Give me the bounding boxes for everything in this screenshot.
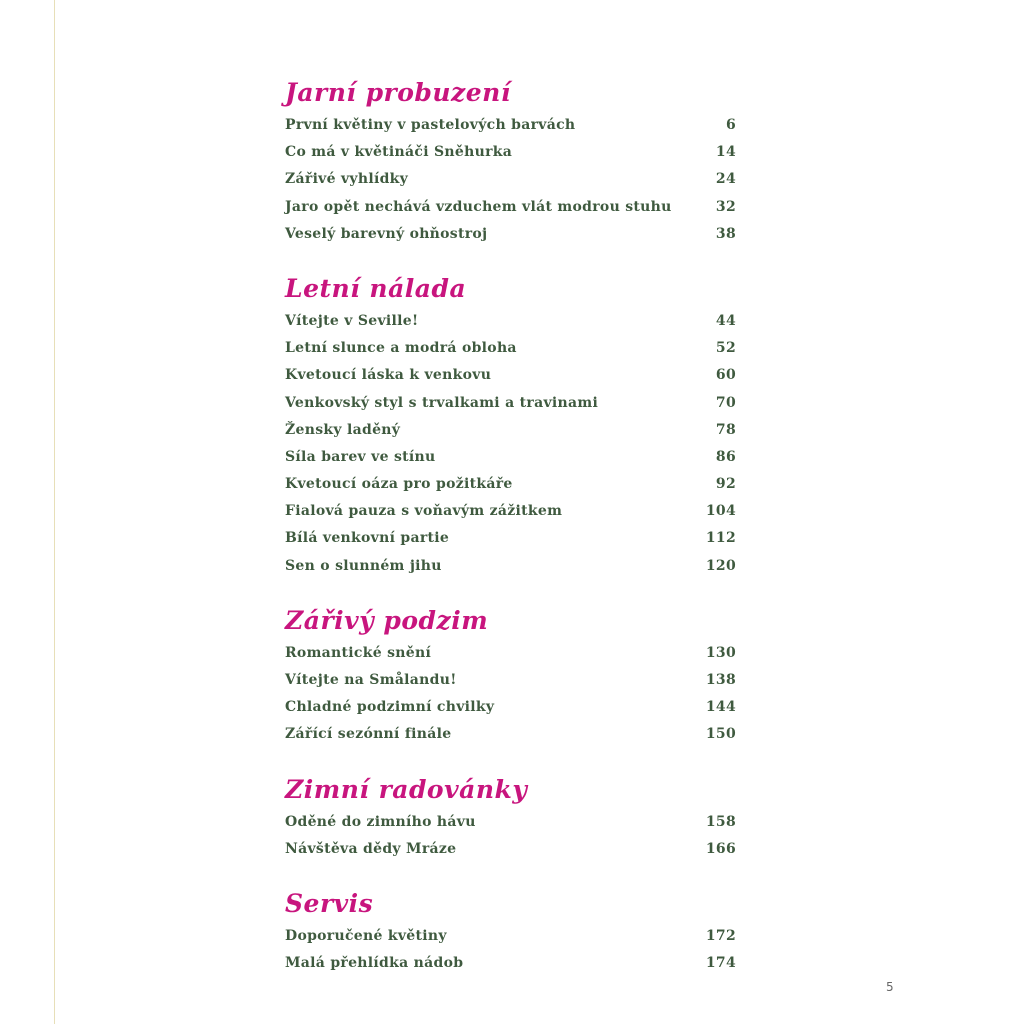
entry-page-number: 60 [715,367,736,384]
entry-title: Zářivé vyhlídky [285,171,409,188]
entry-title: Doporučené květiny [285,927,447,944]
entry-page-number: 78 [715,421,736,438]
toc-entry[interactable] [285,553,736,580]
toc-entry[interactable] [285,923,736,950]
toc-entry[interactable] [285,221,736,248]
entry-title: Romantické snění [285,644,432,661]
section-title: Servis [285,888,374,918]
entry-page-number: 158 [705,813,736,830]
toc-entry[interactable] [285,836,736,863]
toc-entry[interactable] [285,308,736,335]
toc-entry[interactable] [285,362,736,389]
entry-page-number: 120 [705,557,736,574]
entry-title: Venkovský styl s trvalkami a travinami [285,394,599,411]
entry-page-number: 174 [705,955,736,972]
entry-page-number: 144 [705,699,736,716]
toc-entry[interactable] [285,390,736,417]
entry-title: Letní slunce a modrá obloha [285,340,517,357]
entry-page-number: 44 [715,312,736,329]
toc-entry[interactable] [285,809,736,836]
entry-title: Jaro opět nechává vzduchem vlát modrou stuhu [285,198,672,215]
table-of-contents [285,74,736,977]
toc-entry[interactable] [285,525,736,552]
toc-entry[interactable] [285,471,736,498]
section-entries [285,308,736,580]
toc-section [285,270,736,580]
entry-page-number: 92 [715,476,736,493]
toc-entry[interactable] [285,335,736,362]
page-edge-line [54,0,55,1024]
entry-page-number: 32 [715,198,736,215]
entry-page-number: 112 [705,530,736,547]
toc-entry[interactable] [285,444,736,471]
toc-entry[interactable] [285,640,736,667]
entry-title: Malá přehlídka nádob [285,955,464,972]
section-title: Zimní radovánky [285,774,528,804]
entry-page-number: 70 [715,394,736,411]
section-entries [285,640,736,749]
entry-title: Chladné podzimní chvilky [285,699,495,716]
section-entries [285,923,736,977]
entry-title: Kvetoucí oáza pro požitkáře [285,476,513,493]
entry-title: Sen o slunném jihu [285,557,442,574]
entry-page-number: 172 [705,927,736,944]
toc-entry[interactable] [285,667,736,694]
toc-entry[interactable] [285,950,736,977]
toc-entry[interactable] [285,694,736,721]
entry-title: Veselý barevný ohňostroj [285,225,488,242]
toc-section [285,885,736,977]
entry-page-number: 14 [715,144,736,161]
entry-title: Návštěva dědy Mráze [285,840,457,857]
entry-title: Oděné do zimního hávu [285,813,476,830]
entry-page-number: 138 [705,672,736,688]
section-entries [285,809,736,863]
section-entries [285,112,736,248]
toc-section [285,602,736,749]
entry-page-number: 130 [705,644,736,661]
entry-title: Kvetoucí láska k venkovu [285,367,492,384]
entry-page-number: 86 [715,448,736,465]
toc-entry[interactable] [285,194,736,221]
toc-entry[interactable] [285,112,736,139]
toc-entry[interactable] [285,417,736,444]
entry-title: Fialová pauza s voňavým zážitkem [285,503,563,520]
entry-title: Vítejte na Smålandu! [285,672,457,688]
toc-section [285,771,736,863]
entry-title: Co má v květináči Sněhurka [285,144,513,161]
toc-entry[interactable] [285,721,736,748]
entry-title: Vítejte v Seville! [285,312,419,329]
section-title: Jarní probuzení [285,78,511,107]
entry-title: První květiny v pastelových barvách [285,117,576,133]
entry-page-number: 6 [725,117,736,133]
entry-title: Žensky laděný [285,421,401,438]
toc-entry[interactable] [285,139,736,166]
entry-page-number: 104 [705,503,736,520]
entry-page-number: 52 [715,340,736,357]
section-title: Zářivý podzim [285,605,489,635]
entry-page-number: 24 [715,171,736,188]
toc-entry[interactable] [285,166,736,193]
entry-title: Zářící sezónní finále [285,726,452,743]
toc-section [285,74,736,248]
footer-page-number: 5 [886,980,894,994]
entry-page-number: 150 [705,726,736,743]
section-title: Letní nálada [285,273,467,303]
entry-title: Síla barev ve stínu [285,448,436,465]
entry-page-number: 166 [705,840,736,857]
entry-title: Bílá venkovní partie [285,530,450,547]
toc-entry[interactable] [285,498,736,525]
entry-page-number: 38 [715,225,736,242]
